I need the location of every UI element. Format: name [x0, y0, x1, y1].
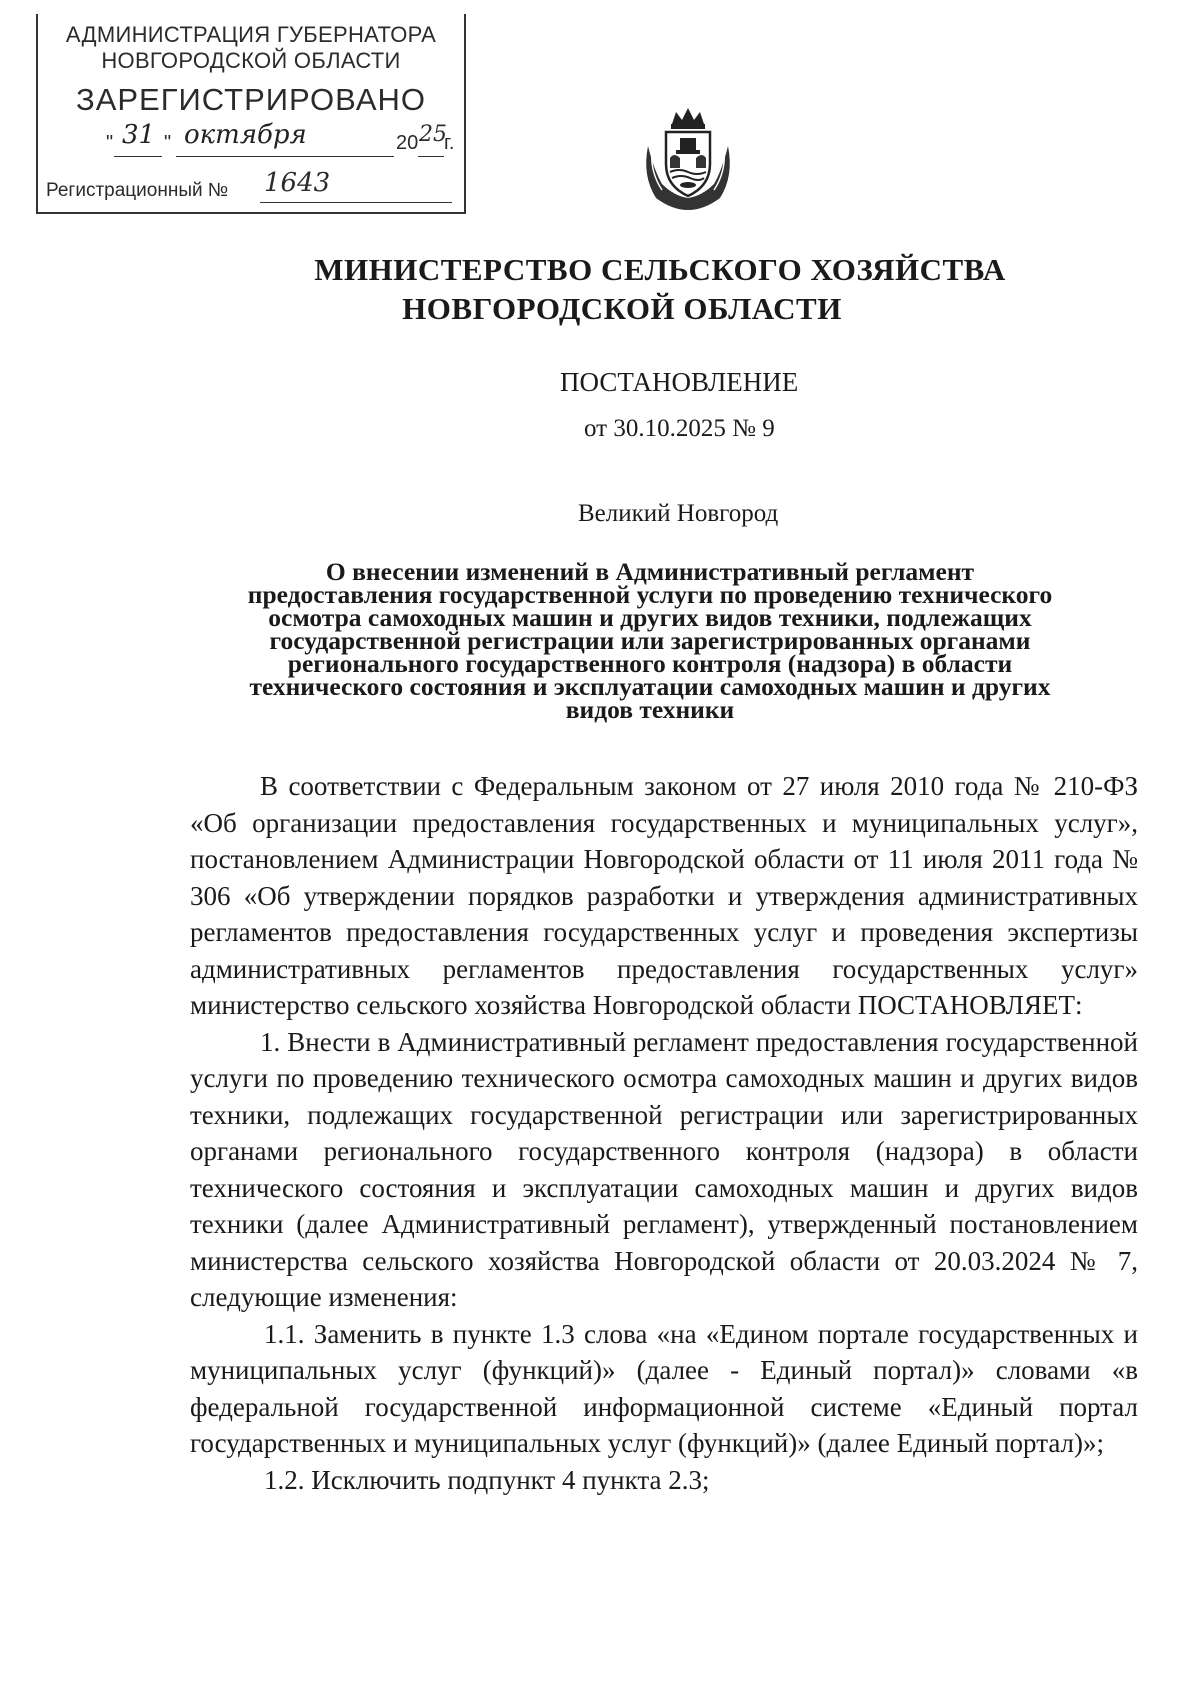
stamp-org-line1: АДМИНИСТРАЦИЯ ГУБЕРНАТОРА [65, 22, 437, 47]
stamp-month: октября [184, 120, 307, 150]
stamp-reg-underline [260, 202, 452, 203]
item-1-2-paragraph: 1.2. Исключить подпункт 4 пункта 2.3; [264, 1464, 710, 1495]
stamp-quote-open: " [106, 132, 114, 154]
document-type: ПОСТАНОВЛЕНИЕ [560, 367, 799, 397]
item-1-1-paragraph: 1.1. Заменить в пункте 1.3 слова «на «Едином портале государственных и муниципальных услуг (функций)» (далее - Единый портал)» словами «в федеральной государственной информационной системе «Единый портал государственных и муниципальных услуг (функций)» (далее Единый портал)»; [190, 1318, 1138, 1458]
stamp-border-bottom [36, 212, 466, 214]
document-city: Великий Новгород [578, 500, 779, 527]
stamp-border-left [36, 14, 38, 214]
ministry-name-line1: МИНИСТЕРСТВО СЕЛЬСКОГО ХОЗЯЙСТВА [314, 252, 1006, 287]
novgorod-coat-of-arms-icon [638, 106, 738, 212]
stamp-day-underline [114, 156, 162, 157]
stamp-year-prefix: 20 [396, 132, 419, 154]
title-line: государственной регистрации или зарегистрированных органами [269, 626, 1031, 655]
stamp-date-row [66, 120, 458, 160]
stamp-reg-label: Регистрационный № [46, 180, 229, 201]
title-line: предоставления государственной услуги по проведению технического [247, 580, 1053, 609]
stamp-quote-close: " [164, 132, 172, 154]
stamp-regnum-row [46, 168, 458, 206]
preamble-paragraph: В соответствии с Федеральным законом от 27 июля 2010 года № 210-ФЗ «Об организации предоставления государственных и муниципальных услуг», постановлением Администрации Новгородской области от 11 июля 2011 года № 306 «Об утверждении порядков разработки и утверждения административных регламентов предоставления государственных услуг и проведения экспертизы административных регламентов предоставления государственных услуг» министерство сельского хозяйства Новгородской области ПОСТАНОВЛЯЕТ: [190, 771, 1138, 1020]
stamp-year-mark: г. [444, 132, 455, 154]
stamp-month-underline [176, 156, 394, 157]
document-number: от 30.10.2025 № 9 [584, 415, 775, 442]
title-line: регионального государственного контроля (надзора) в области [287, 649, 1013, 678]
document-title [190, 557, 1110, 724]
document-body [190, 768, 1138, 1498]
stamp-border-right [464, 14, 466, 214]
stamp-day: 31 [122, 120, 156, 150]
title-line: О внесении изменений в Административный регламент [325, 557, 975, 586]
title-line: видов техники [565, 695, 735, 724]
ministry-name-line2: НОВГОРОДСКОЙ ОБЛАСТИ [402, 291, 842, 326]
stamp-org-line2: НОВГОРОДСКОЙ ОБЛАСТИ [101, 48, 401, 73]
item-1-paragraph: 1. Внести в Административный регламент предоставления государственной услуги по проведению технического осмотра самоходных машин и других видов техники, подлежащих государственной регистрации или зарегистрированных органами регионального государственного контроля (надзора) в области технического состояния и эксплуатации самоходных машин и других видов техники (далее Административный регламент), утвержденный постановлением министерства сельского хозяйства Новгородской области от 20.03.2024 № 7, следующие изменения: [190, 1026, 1138, 1312]
stamp-year-underline [418, 156, 444, 157]
title-line: технического состояния и эксплуатации самоходных машин и других [249, 672, 1051, 701]
stamp-year-suffix: 25 [419, 122, 447, 147]
title-line: осмотра самоходных машин и других видов техники, подлежащих [268, 603, 1032, 632]
registration-stamp [36, 14, 466, 214]
stamp-reg-number: 1643 [264, 168, 331, 198]
stamp-registered-label: ЗАРЕГИСТРИРОВАНО [75, 82, 426, 117]
